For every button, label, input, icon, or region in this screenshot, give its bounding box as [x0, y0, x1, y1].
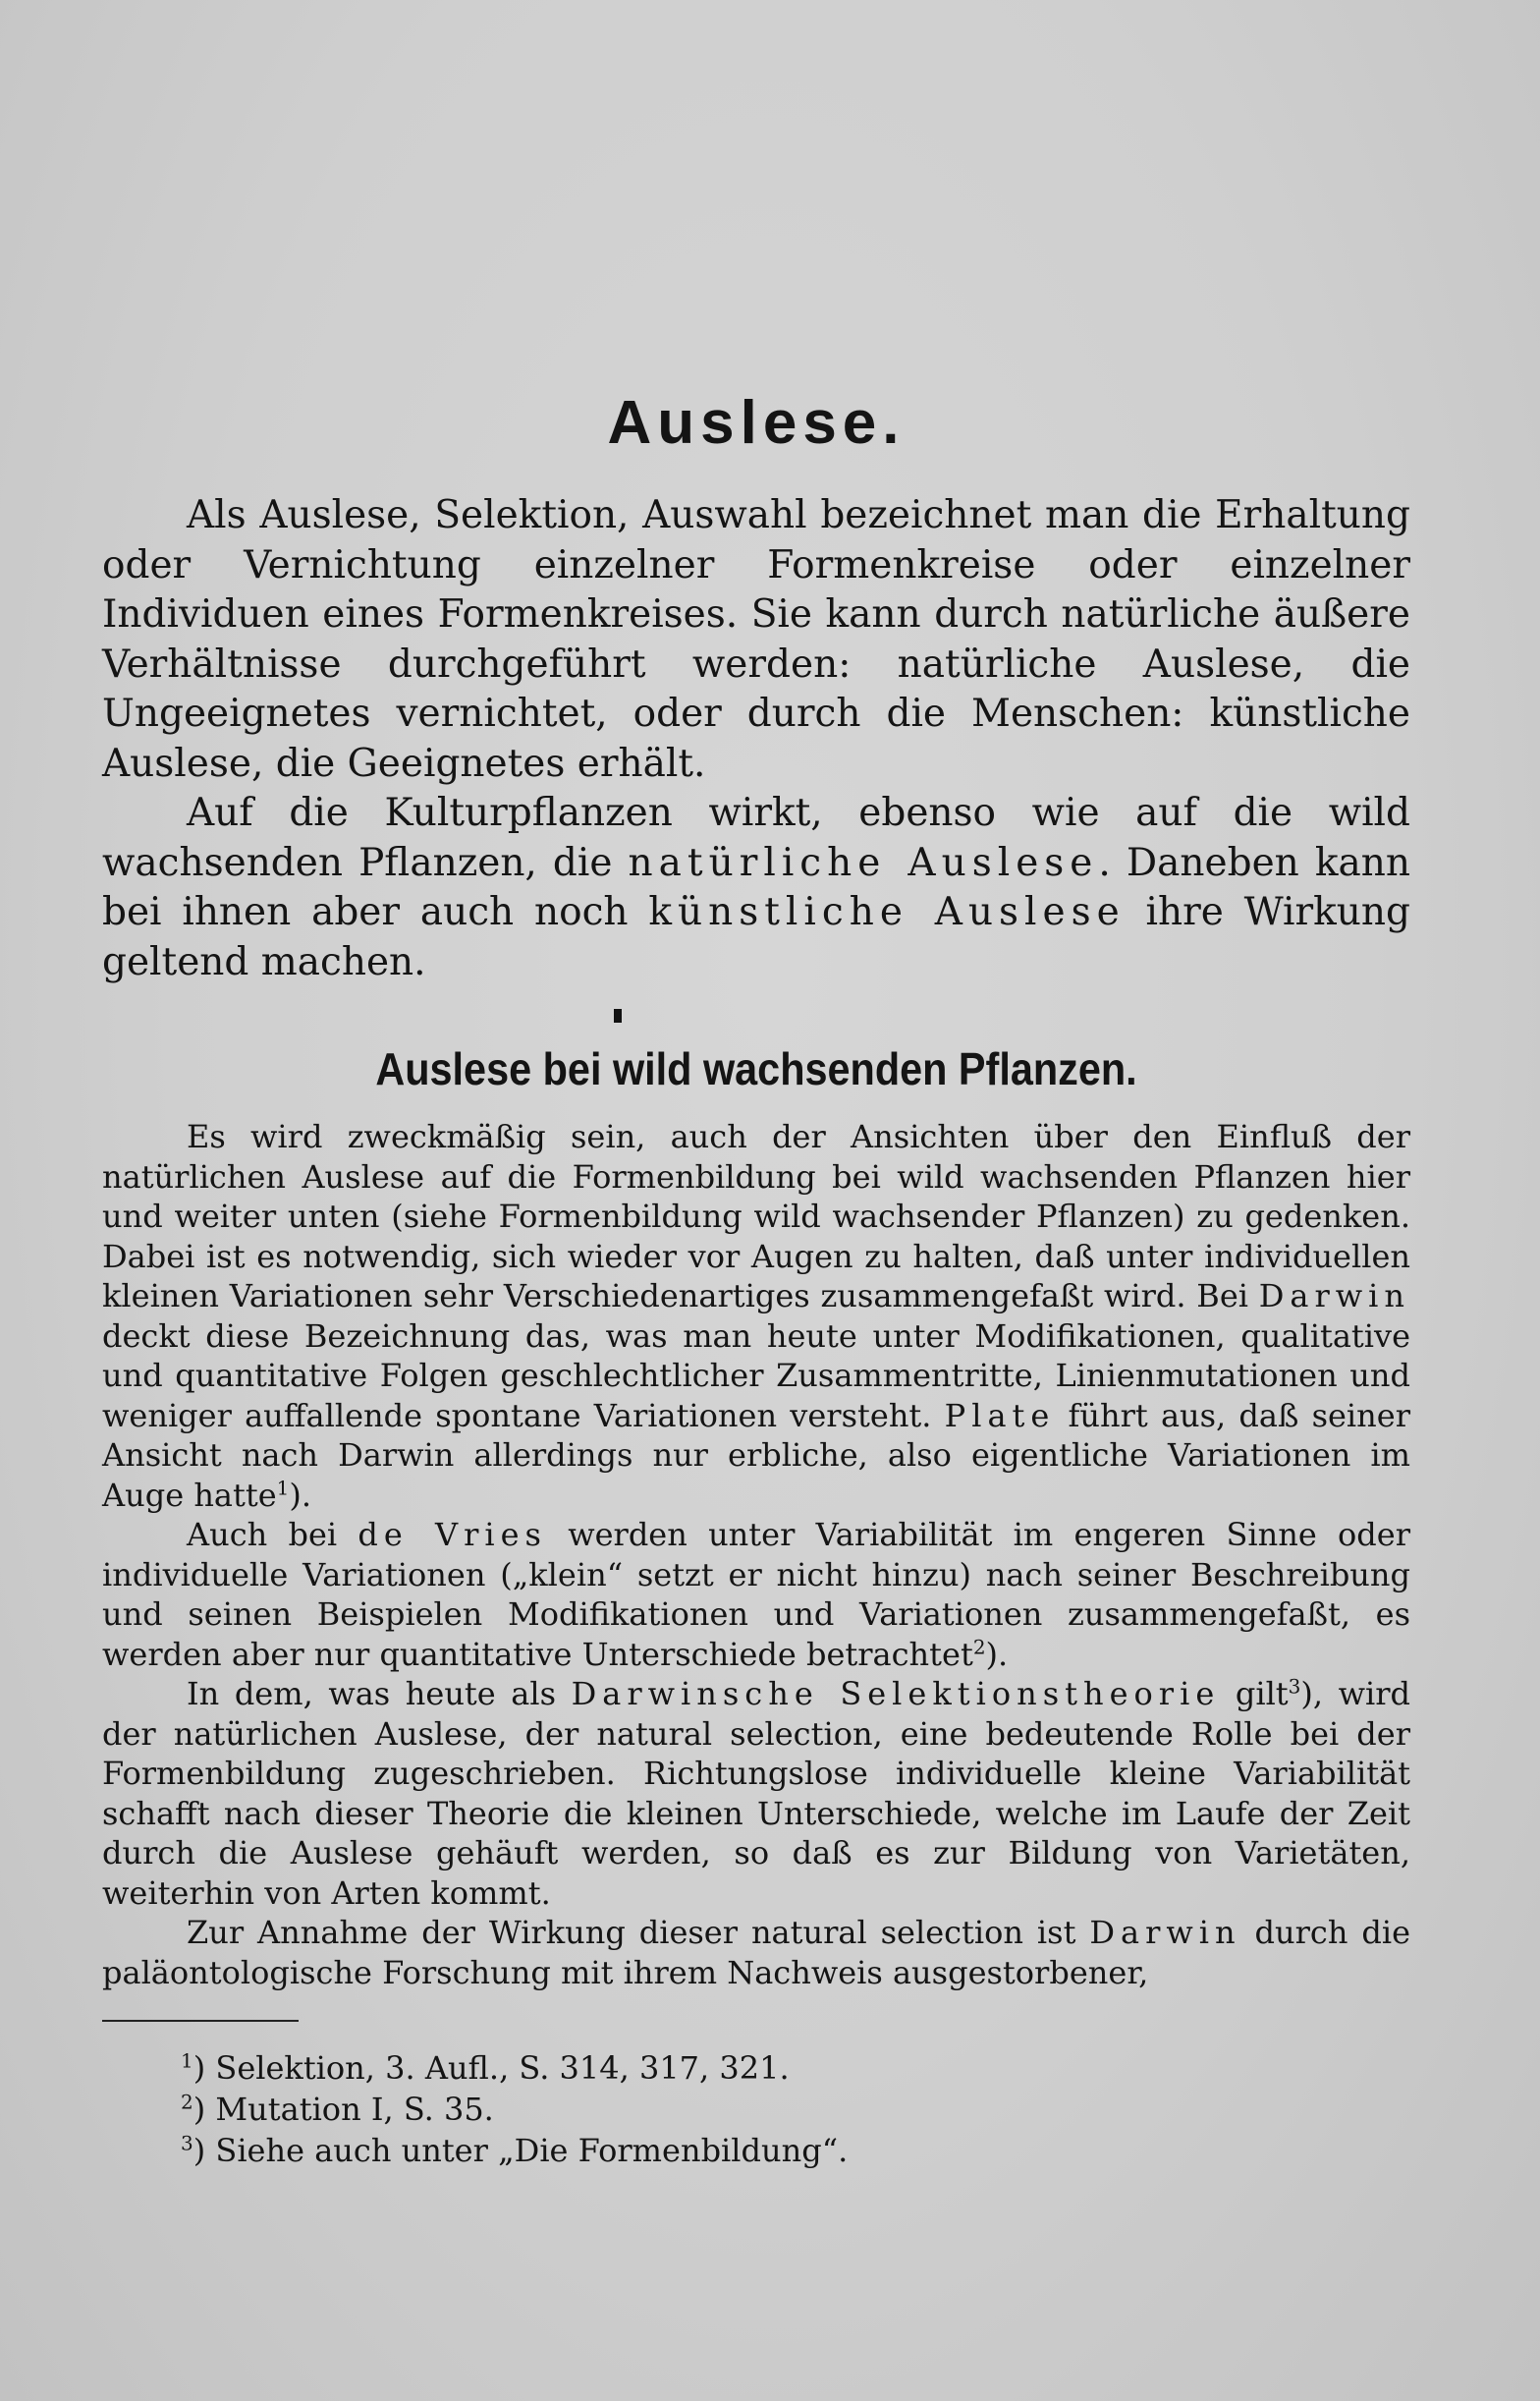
- section-body: [102, 1117, 1410, 1992]
- intro-section: [102, 491, 1410, 987]
- name-de-vries: de Vries: [358, 1516, 547, 1553]
- body-paragraph-4: Zur Annahme der Wirkung dieser natural selection ist Darwin durch die paläontologische Forschung mit ihrem Nachweis ausgestorbener,: [102, 1914, 1411, 1991]
- name-plate: Plate: [944, 1396, 1056, 1434]
- footnote-ref-2: 2: [972, 1634, 986, 1658]
- name-darwin-2: Darwin: [1089, 1914, 1241, 1951]
- intro-paragraph-2: Auf die Kulturpflanzen wirkt, ebenso wie auf die wild wachsenden Pflanzen, die natürliche Auslese. Daneben kann bei ihnen aber auch noch künstliche Auslese ihre Wirkung geltend machen.: [102, 791, 1410, 984]
- section-heading: Auslese bei wild wachsenden Pflanzen.: [375, 1043, 1137, 1094]
- page-content: [102, 389, 1411, 2171]
- footnote-1: $^1$) Selektion, 3. Aufl., S. 314, 317, 321.: [181, 2048, 790, 2087]
- emphasis-selection-theory: Darwinsche Selektionstheorie: [571, 1675, 1221, 1712]
- footnote-divider: [102, 2020, 299, 2022]
- footnote-3: $^3$) Siehe auch unter „Die Formenbildung“.: [181, 2131, 849, 2169]
- body-paragraph-3: In dem, was heute als Darwinsche Selektionstheorie gilt$^3$), wird der natürlichen Auslese, der natural selection, eine bedeutende Rolle bei der Formenbildung zugeschrieben. Richtungslose individuelle kleine Variabilität schafft nach dieser Theorie die kleinen Unterschiede, welche im Laufe der Zeit durch die Auslese gehäuft werden, so daß es zur Bildung von Varietäten, weiterhin von Arten kommt.: [102, 1674, 1411, 1912]
- footnote-2: $^2$) Mutation I, S. 35.: [181, 2090, 494, 2128]
- emphasis-natural-selection: natürliche Auslese: [628, 840, 1099, 885]
- footnotes: [102, 2047, 1410, 2171]
- body-paragraph-1: Es wird zweckmäßig sein, auch der Ansichten über den Einfluß der natürlichen Auslese auf die Formenbildung bei wild wachsenden Pflanzen hier und weiter unten (siehe Formenbildung wild wachsender Pflanzen) zu gedenken. Dabei ist es notwendig, sich wieder vor Augen zu halten, daß unter individuellen kleinen Variationen sehr Verschiedenartiges zusammengefaßt wird. Bei Darwin deckt diese Bezeichnung das, was man heute unter Modifikationen, qualitative und quantitative Folgen geschlechtlicher Zusammentritte, Linienmutationen und weniger auffallende spontane Variationen versteht. Plate führt aus, daß seiner Ansicht nach Darwin allerdings nur erbliche, also eigentliche Variationen im Auge hatte$^1$).: [102, 1118, 1411, 1514]
- chapter-title: Auslese.: [607, 389, 906, 457]
- name-darwin: Darwin: [1258, 1277, 1410, 1314]
- footnote-ref-3: 3: [1288, 1674, 1301, 1699]
- footnote-ref-1: 1: [276, 1475, 290, 1499]
- emphasis-artificial-selection: künstliche Auslese: [648, 890, 1126, 934]
- printing-mark: [614, 1009, 622, 1023]
- body-paragraph-2: Auch bei de Vries werden unter Variabilität im engeren Sinne oder individuelle Variationen („klein“ setzt er nicht hinzu) nach seiner Beschreibung und seinen Beispielen Modifikationen und Variationen zusammengefaßt, es werden aber nur quantitative Unterschiede betrachtet$^2$).: [102, 1516, 1411, 1673]
- intro-paragraph-1: Als Auslese, Selektion, Auswahl bezeichnet man die Erhaltung oder Vernichtung einzelner Formenkreise oder einzelner Individuen eines Formenkreises. Sie kann durch natürliche äußere Verhältnisse durchgeführt werden: natürliche Auslese, die Ungeeignetes vernichtet, oder durch die Menschen: künstliche Auslese, die Geeignetes erhält.: [102, 493, 1410, 786]
